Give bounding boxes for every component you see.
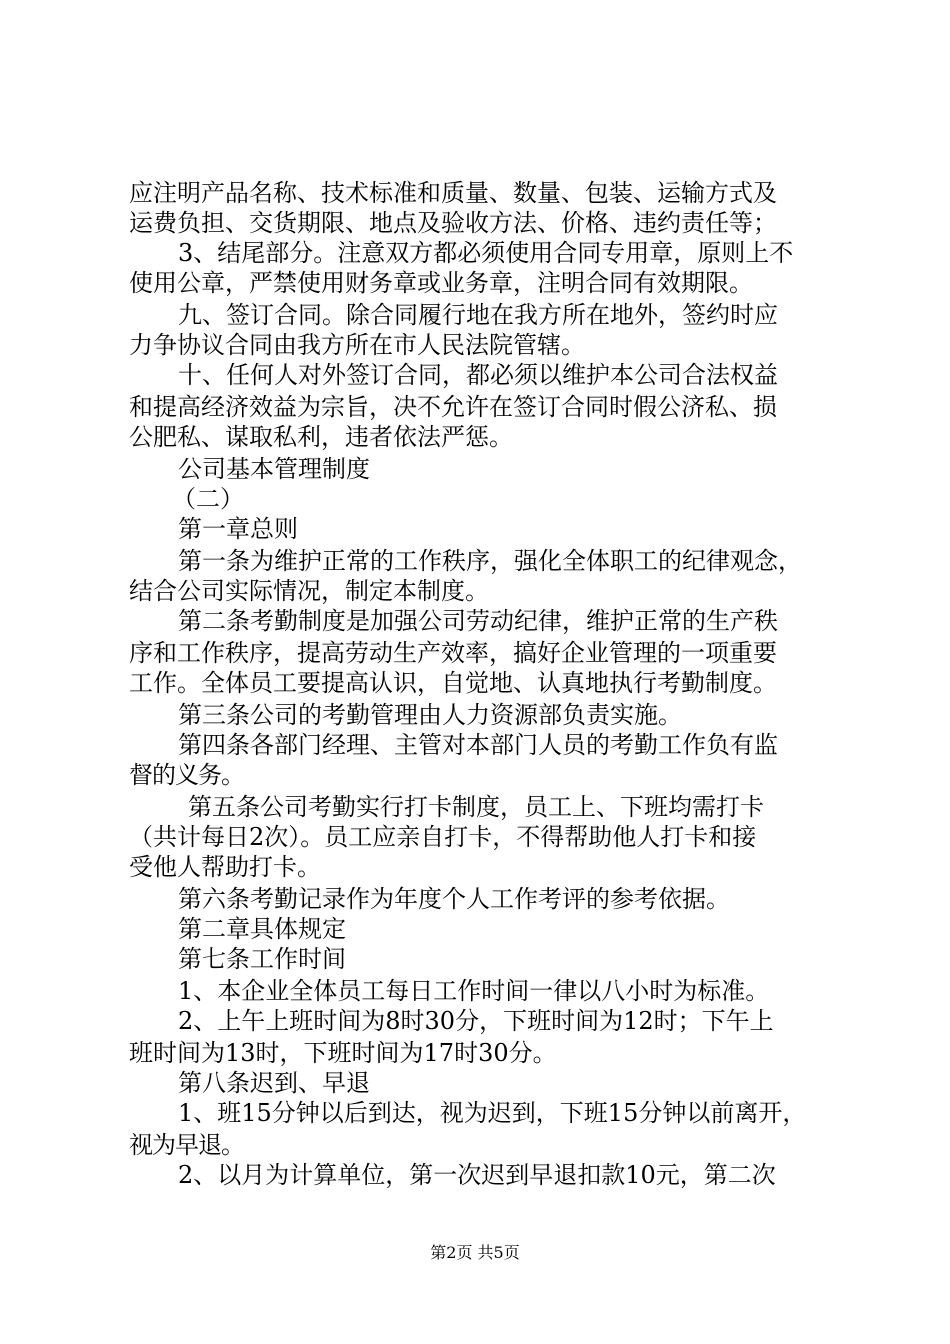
- text-line: 视为早退。: [129, 1131, 244, 1159]
- text-line: 和提高经济效益为宗旨，决不允许在签订合同时假公济私、损: [129, 393, 777, 421]
- section-heading: 公司基本管理制度: [178, 455, 370, 483]
- chapter-heading: 第一章总则: [178, 515, 298, 543]
- text-line: 使用公章，严禁使用财务章或业务章，注明合同有效期限。: [129, 269, 753, 297]
- text-line: 第一条为维护正常的工作秩序，强化全体职工的纪律观念，: [178, 547, 802, 575]
- text-line: 第五条公司考勤实行打卡制度，员工上、下班均需打卡: [188, 793, 764, 821]
- text-line: 公肥私、谋取私利，违者依法严惩。: [129, 423, 513, 451]
- text-line: 十、任何人对外签订合同，都必须以维护本公司合法权益: [178, 361, 778, 389]
- text-line: 第四条各部门经理、主管对本部门人员的考勤工作负有监: [178, 731, 778, 759]
- text-line: 应注明产品名称、技术标准和质量、数量、包装、运输方式及: [129, 179, 777, 207]
- text-line: 3、结尾部分。注意双方都必须使用合同专用章，原则上不: [178, 239, 794, 267]
- page-number: 第2页 共5页: [430, 1243, 520, 1262]
- text-line: 受他人帮助打卡。: [129, 853, 321, 881]
- text-line: 1、班15分钟以后到达，视为迟到，下班15分钟以前离开，: [178, 1099, 807, 1127]
- text-line: 第二条考勤制度是加强公司劳动纪律，维护正常的生产秩: [178, 607, 778, 635]
- text-line: 第三条公司的考勤管理由人力资源部负责实施。: [178, 701, 682, 729]
- text-line: 序和工作秩序，提高劳动生产效率，搞好企业管理的一项重要: [129, 639, 777, 667]
- text-line: 2、以月为计算单位，第一次迟到早退扣款10元，第二次: [178, 1161, 776, 1189]
- text-line: 力争协议合同由我方所在市人民法院管辖。: [129, 331, 585, 359]
- text-line: 督的义务。: [129, 761, 244, 789]
- text-line: 班时间为13时，下班时间为17时30分。: [129, 1039, 557, 1067]
- text-line: 1、本企业全体员工每日工作时间一律以八小时为标准。: [178, 977, 770, 1005]
- text-line: 结合公司实际情况，制定本制度。: [129, 577, 489, 605]
- text-line: 九、签订合同。除合同履行地在我方所在地外，签约时应: [178, 301, 778, 329]
- text-line: 第八条迟到、早退: [178, 1069, 370, 1097]
- text-line: 工作。全体员工要提高认识，自觉地、认真地执行考勤制度。: [129, 669, 777, 697]
- text-line: 2、上午上班时间为8时30分，下班时间为12时；下午上: [178, 1007, 774, 1035]
- section-subheading: （二）: [172, 485, 244, 513]
- text-line: 第七条工作时间: [178, 945, 346, 973]
- text-line: 运费负担、交货期限、地点及验收方法、价格、违约责任等；: [129, 209, 777, 237]
- text-line: 第六条考勤记录作为年度个人工作考评的参考依据。: [178, 885, 730, 913]
- chapter-heading: 第二章具体规定: [178, 915, 346, 943]
- text-line: （共计每日2次）。员工应亲自打卡，不得帮助他人打卡和接: [129, 823, 757, 851]
